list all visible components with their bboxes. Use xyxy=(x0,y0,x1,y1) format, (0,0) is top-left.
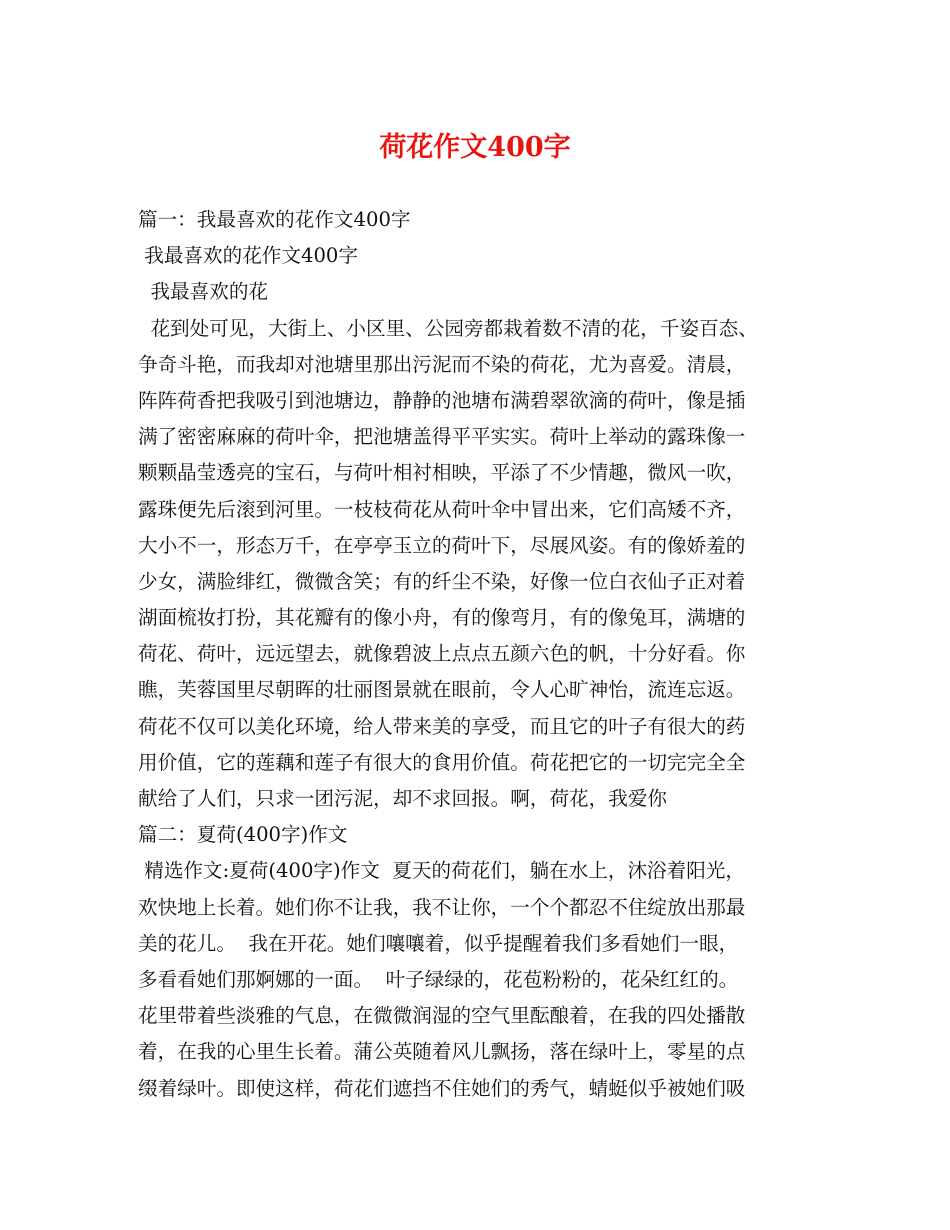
text-line: 花到处可见，大街上、小区里、公园旁都栽着数不清的花，千姿百态、 xyxy=(138,316,758,340)
text-line: 用价值，它的莲藕和莲子有很大的食用价值。荷花把它的一切完完全全 xyxy=(138,750,746,774)
document-body xyxy=(138,202,828,1107)
text-line: 荷花不仅可以美化环境，给人带来美的享受，而且它的叶子有很大的药 xyxy=(138,714,746,738)
text-line: 献给了人们，只求一团污泥，却不求回报。啊，荷花，我爱你 xyxy=(138,787,668,810)
text-line: 我最喜欢的花作文400字 xyxy=(138,244,358,268)
text-line: 阵阵荷香把我吸引到池塘边，静静的池塘布满碧翠欲滴的荷叶，像是插 xyxy=(138,388,746,412)
text-line: 篇二：夏荷(400字)作文 xyxy=(138,823,348,847)
text-line: 缀着绿叶。即使这样，荷花们遮挡不住她们的秀气，蜻蜓似乎被她们吸 xyxy=(138,1076,746,1100)
text-line: 花里带着些淡雅的气息，在微微润湿的空气里酝酿着，在我的四处播散 xyxy=(138,1004,746,1028)
text-line: 我最喜欢的花 xyxy=(138,280,269,304)
text-line: 满了密密麻麻的荷叶伞，把池塘盖得平平实实。荷叶上举动的露珠像一 xyxy=(138,425,746,449)
text-line: 篇一：我最喜欢的花作文400字 xyxy=(138,208,411,231)
text-line: 少女，满脸绯红，微微含笑；有的纤尘不染，好像一位白衣仙子正对着 xyxy=(138,569,746,593)
text-line: 着，在我的心里生长着。蒲公英随着风儿飘扬，落在绿叶上，零星的点 xyxy=(138,1040,746,1064)
text-line: 大小不一，形态万千，在亭亭玉立的荷叶下，尽展风姿。有的像娇羞的 xyxy=(138,533,746,557)
text-line: 欢快地上长着。她们你不让我，我不让你，一个个都忍不住绽放出那最 xyxy=(138,895,746,919)
text-line: 多看看她们那婀娜的一面。 叶子绿绿的，花苞粉粉的，花朵红红的。 xyxy=(138,967,739,991)
text-line: 颗颗晶莹透亮的宝石，与荷叶相衬相映，平添了不少情趣，微风一吹， xyxy=(138,461,746,485)
text-line: 瞧，芙蓉国里尽朝晖的壮丽图景就在眼前，令人心旷神怡，流连忘返。 xyxy=(138,678,746,702)
text-line: 美的花儿。 我在开花。她们嚷嚷着，似乎提醒着我们多看她们一眼， xyxy=(138,931,739,955)
text-line: 荷花、荷叶，远远望去，就像碧波上点点五颜六色的帆，十分好看。你 xyxy=(138,642,746,666)
text-line: 露珠便先后滚到河里。一枝枝荷花从荷叶伞中冒出来，它们高矮不齐， xyxy=(138,497,746,521)
document-title: 荷花作文400字 xyxy=(379,132,571,163)
text-line: 精选作文:夏荷(400字)作文 夏天的荷花们，躺在水上，沐浴着阳光， xyxy=(138,859,746,883)
text-line: 湖面梳妆打扮，其花瓣有的像小舟，有的像弯月，有的像兔耳，满塘的 xyxy=(138,606,746,630)
text-line: 争奇斗艳，而我却对池塘里那出污泥而不染的荷花，尤为喜爱。清晨， xyxy=(138,352,746,376)
